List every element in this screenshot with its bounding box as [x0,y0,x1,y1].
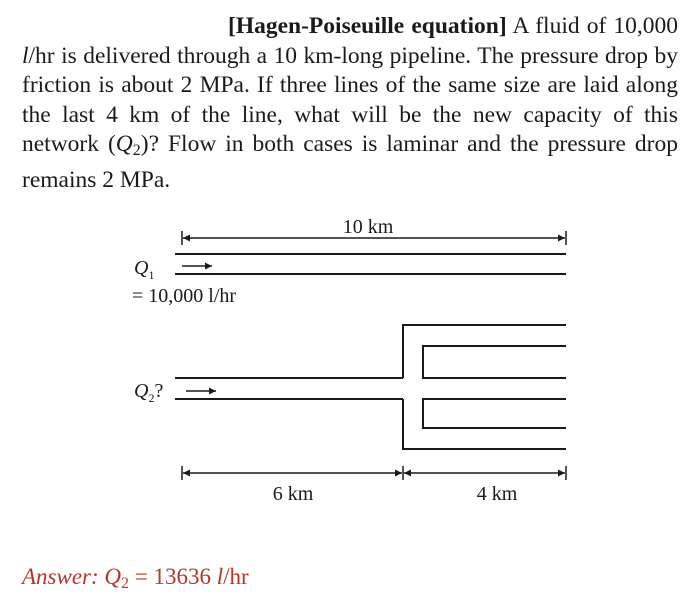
problem-text-2: /hr is delivered through a 10 km-long pipeline. The pressure drop by friction is about 2 MPa. If three lines of the same size are laid along the last 4 km of the line, what will be the new capacity of this network ( [22,42,678,157]
q1-label: $Q_1$ [134,257,155,282]
label-4km: 4 km [476,483,518,505]
problem-text-1: A fluid of 10,000 [506,13,679,39]
label-10km: 10 km [342,216,394,238]
problem-text-3: )? Flow in both cases is laminar and the pressure drop remains 2 MPa. [22,131,678,193]
dimension-4km [404,466,566,480]
answer-label: Answer: [22,564,99,589]
answer-unit-rest: /hr [223,564,249,589]
answer-value: = 13636 [129,564,217,589]
problem-title: [Hagen-Poiseuille equation] [228,13,507,39]
unit-l: l [22,42,29,69]
q-symbol: Q [115,131,133,157]
answer-q-symbol: Q [104,564,122,589]
parallel-network [175,325,566,449]
q2-label: $Q_2$? [134,380,164,405]
q1-value: = 10,000 l/hr [132,285,237,307]
answer-line [22,564,249,593]
original-pipe [175,254,566,274]
label-6km: 6 km [272,483,314,505]
answer-unit-l: l [216,564,224,589]
answer-q-subscript: 2 [121,575,130,592]
dimension-6km [182,466,403,480]
q-subscript: 2 [132,142,141,159]
